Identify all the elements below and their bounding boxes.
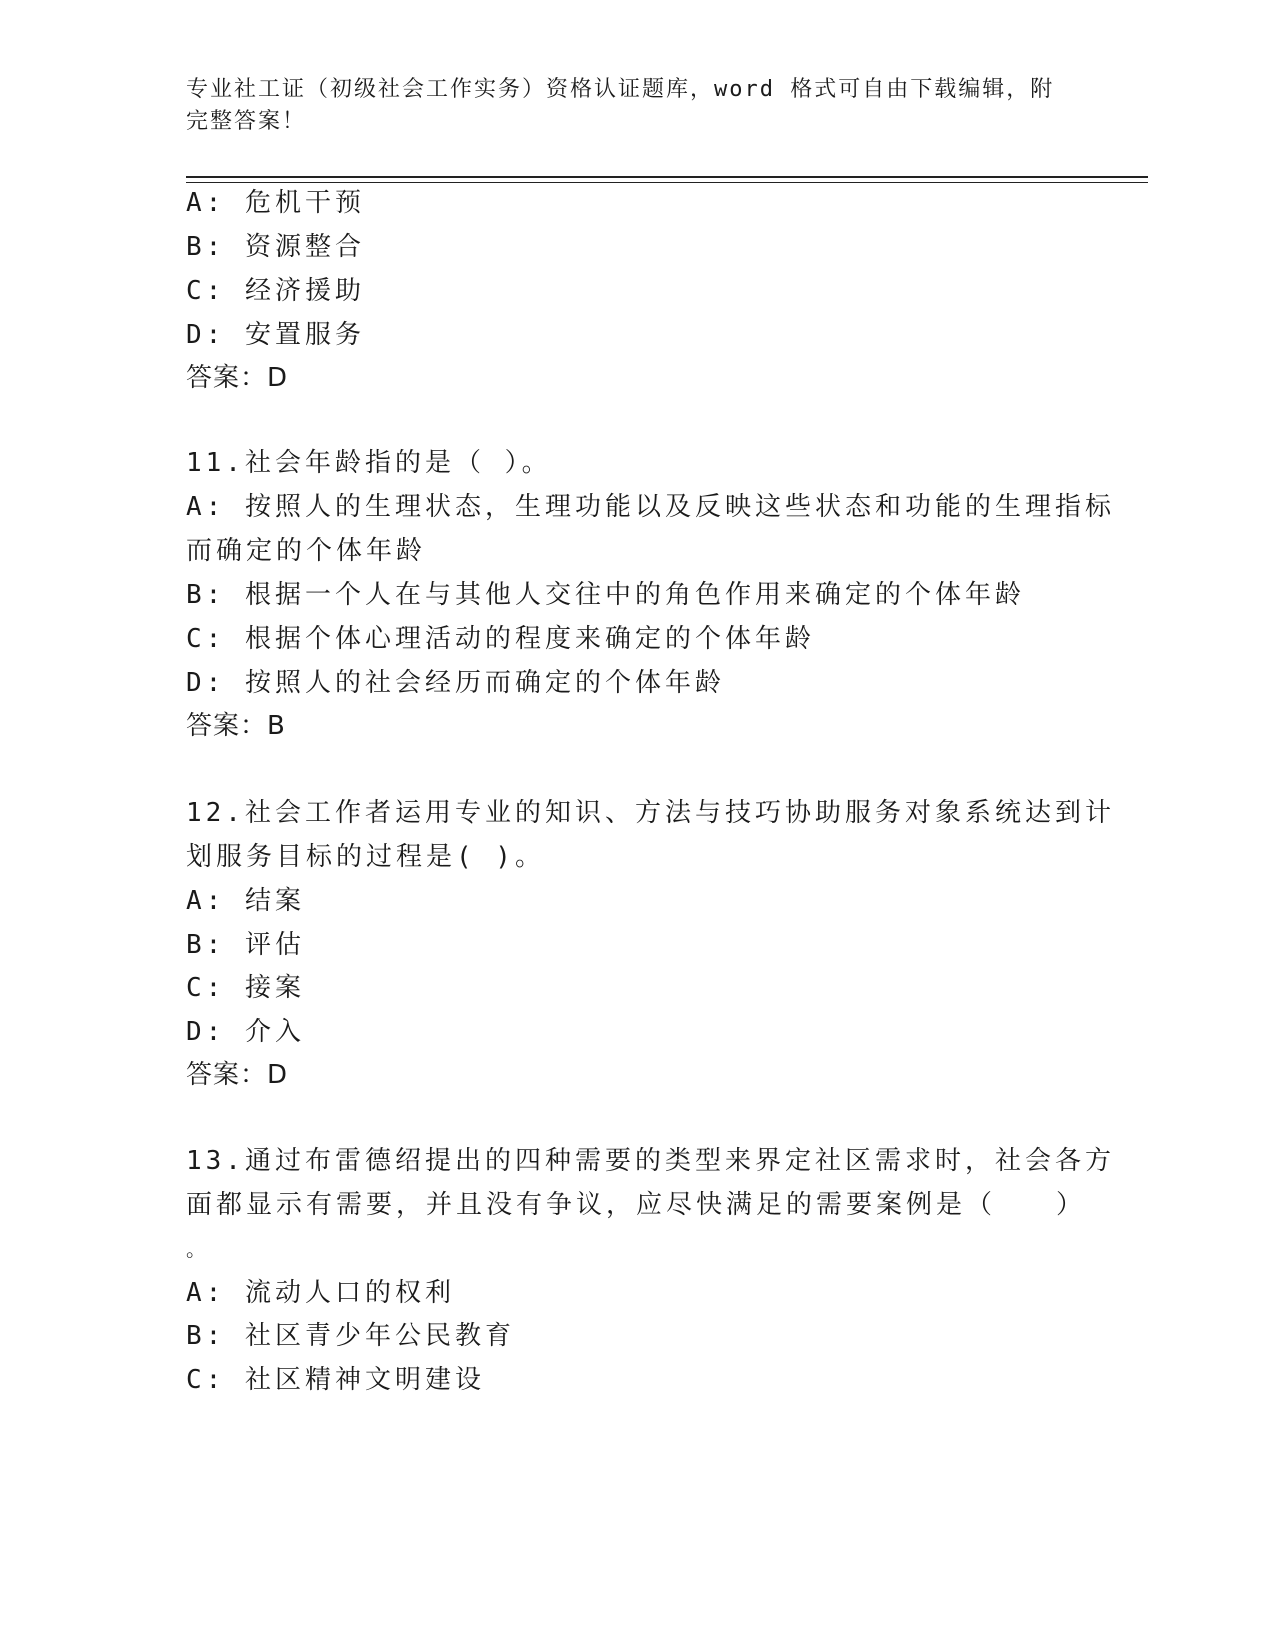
- q12-option-b: B: 评估: [186, 930, 305, 960]
- q12-option-d: D: 介入: [186, 1017, 305, 1047]
- q11-option-a-line2: 而确定的个体年龄: [186, 536, 427, 566]
- q12-option-c: C: 接案: [186, 973, 305, 1003]
- q10-option-a: A: 危机干预: [186, 188, 365, 218]
- q13-stem-line2: 面都显示有需要，并且没有争议，应尽快满足的需要案例是（ ）: [186, 1190, 1087, 1220]
- q11-answer: 答案：B: [186, 711, 286, 741]
- q13-option-b: B: 社区青少年公民教育: [186, 1321, 515, 1351]
- q12-stem-line1: 12.社会工作者运用专业的知识、方法与技巧协助服务对象系统达到计: [186, 798, 1115, 828]
- header-rule-thin: [186, 182, 1148, 183]
- q11-option-b: B: 根据一个人在与其他人交往中的角色作用来确定的个体年龄: [186, 580, 1025, 610]
- q11-option-a-line1: A: 按照人的生理状态，生理功能以及反映这些状态和功能的生理指标: [186, 492, 1115, 522]
- q10-option-c: C: 经济援助: [186, 276, 365, 306]
- q10-option-b: B: 资源整合: [186, 232, 365, 262]
- q13-option-a: A: 流动人口的权利: [186, 1278, 455, 1308]
- q12-option-a: A: 结案: [186, 886, 305, 916]
- q10-answer: 答案：D: [186, 363, 289, 393]
- q12-stem-line2: 划服务目标的过程是( )。: [186, 842, 545, 872]
- q13-stem-line1: 13.通过布雷德绍提出的四种需要的类型来界定社区需求时，社会各方: [186, 1146, 1115, 1176]
- header-rule-thick: [186, 176, 1148, 178]
- q11-option-d: D: 按照人的社会经历而确定的个体年龄: [186, 668, 725, 698]
- q11-stem: 11.社会年龄指的是（ ）。: [186, 448, 552, 478]
- page-header: [186, 74, 1066, 138]
- q10-option-d: D: 安置服务: [186, 320, 365, 350]
- q13-option-c: C: 社区精神文明建设: [186, 1365, 485, 1395]
- q13-stem-line3: 。: [186, 1237, 210, 1261]
- header-line-2: 完整答案！: [186, 109, 307, 134]
- q12-answer: 答案：D: [186, 1060, 289, 1090]
- header-line-1: 专业社工证（初级社会工作实务）资格认证题库，word 格式可自由下载编辑，附: [186, 77, 1055, 102]
- q11-option-c: C: 根据个体心理活动的程度来确定的个体年龄: [186, 624, 815, 654]
